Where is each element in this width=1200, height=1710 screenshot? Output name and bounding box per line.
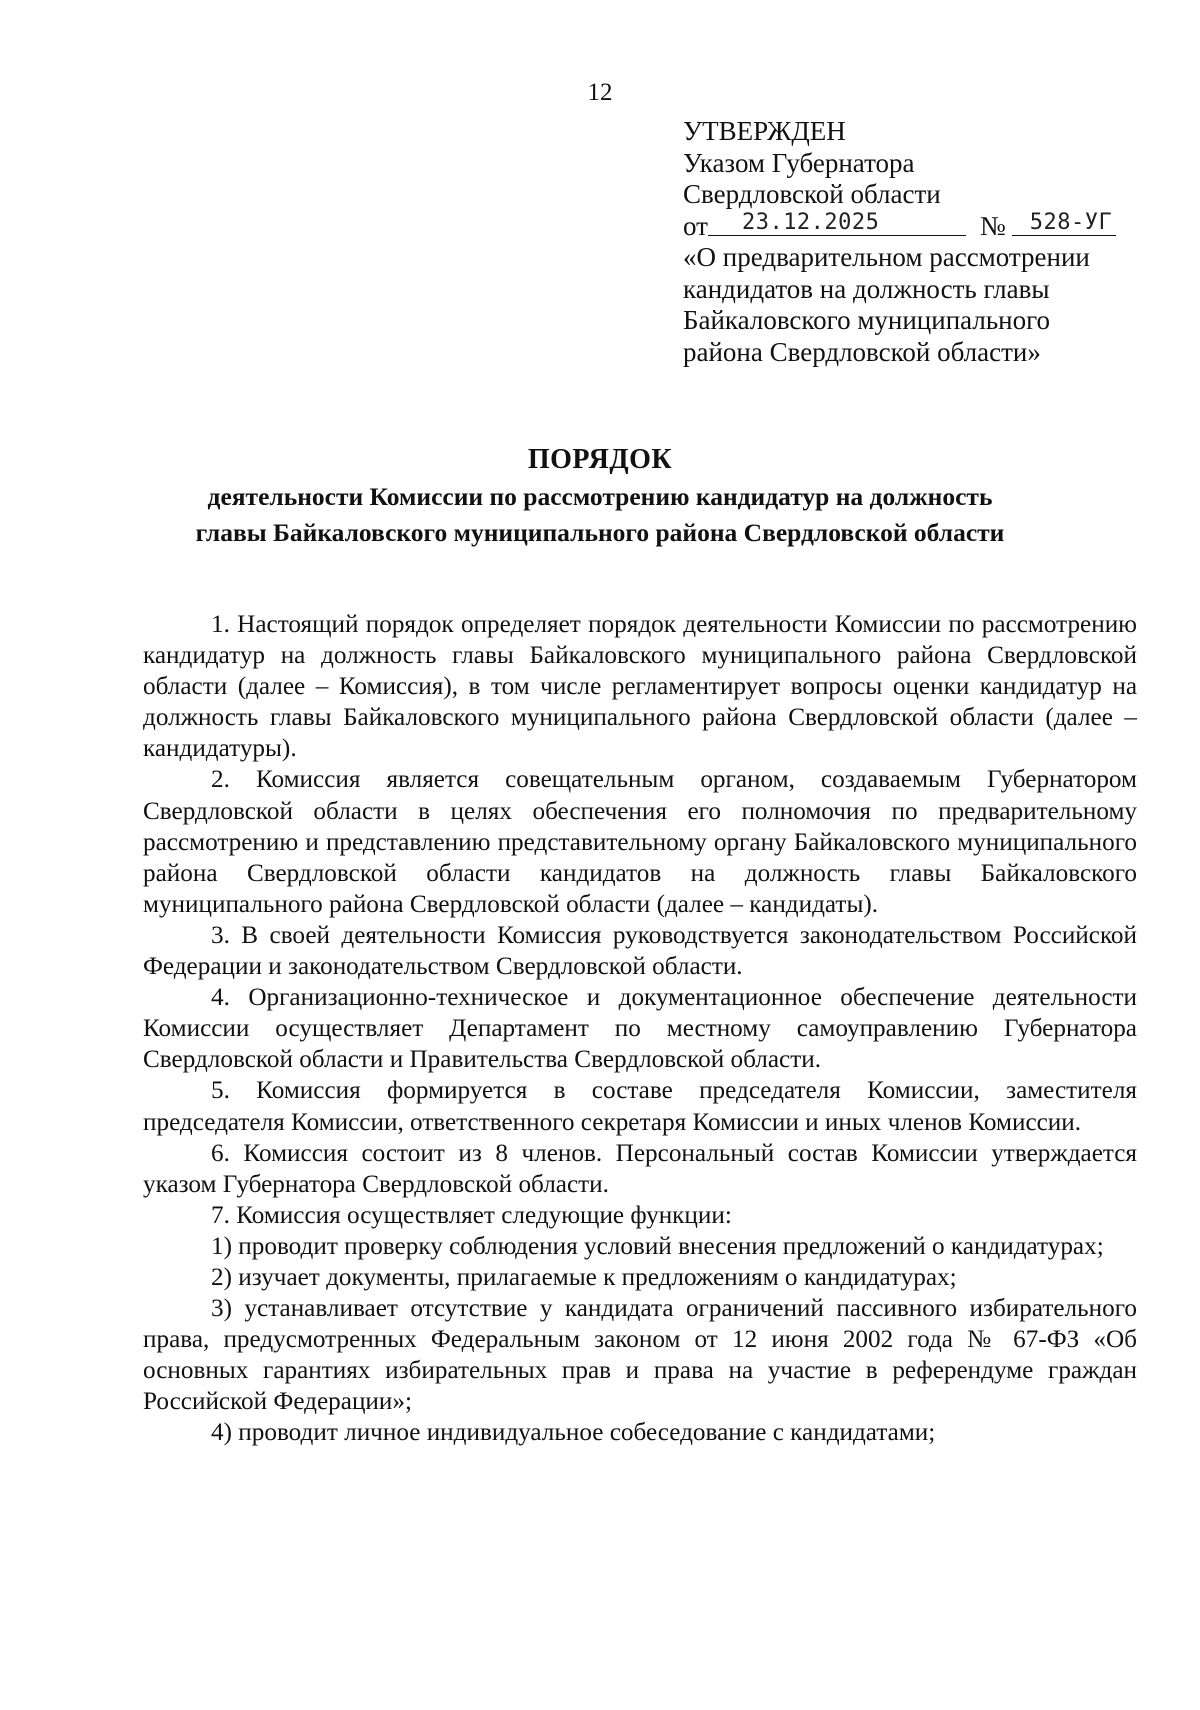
approval-subject-line: района Свердловской области» bbox=[683, 336, 1041, 367]
list-item: 2) изучает документы, прилагаемые к предложениям о кандидатурах; bbox=[211, 1263, 957, 1291]
paragraph: 3. В своей деятельности Комиссия руководствуется законодательством Российской Федерации и законодательством Свердловской области. bbox=[143, 921, 1137, 981]
document-title-block bbox=[120, 442, 1080, 550]
paragraph: 6. Комиссия состоит из 8 членов. Персональный состав Комиссии утверждается указом Губернатора Свердловской области. bbox=[143, 1139, 1137, 1198]
paragraph: 2. Комиссия является совещательным органом, создаваемым Губернатором Свердловской области в целях обеспечения его полномочия по предварительному рассмотрению и представлению представительному органу Байкаловского муниципального района Свердловской области кандидатов на должность главы Байкаловского муниципального района Свердловской области (далее – кандидаты). bbox=[143, 766, 1137, 918]
paragraph: 1. Настоящий порядок определяет порядок деятельности Комиссии по рассмотрению кандидатур на должность главы Байкаловского муниципального района Свердловской области (далее – Комиссия), в том числе регламентирует вопросы оценки кандидатур на должность главы Байкаловского муниципального района Свердловской области (далее – кандидатуры). bbox=[143, 611, 1137, 763]
number-sign: № bbox=[979, 210, 1006, 241]
paragraph: 5. Комиссия формируется в составе председателя Комиссии, заместителя председателя Комиссии, ответственного секретаря Комиссии и иных членов Комиссии. bbox=[143, 1077, 1137, 1136]
approval-subject-line: Байкаловского муниципального bbox=[683, 305, 1051, 335]
approval-decree-line: Указом Губернатора bbox=[683, 147, 915, 178]
approval-subject-line: кандидатов на должность главы bbox=[683, 273, 1050, 304]
decree-date-field: 23.12.2025 bbox=[708, 211, 966, 236]
page-number: 12 bbox=[587, 79, 613, 106]
list-item: 3) устанавливает отсутствие у кандидата ограничений пассивного избирательного права, предусмотренных Федеральным законом от 12 июня 2002 года № 67-ФЗ «Об основных гарантиях избирательных прав и права на участие в референдуме граждан Российской Федерации»; bbox=[143, 1295, 1137, 1416]
date-prefix: от bbox=[683, 210, 708, 241]
approval-region-line: Свердловской области bbox=[683, 179, 941, 209]
list-item: 4) проводит личное индивидуальное собеседование с кандидатами; bbox=[211, 1419, 936, 1447]
document-subtitle-line: главы Байкаловского муниципального района Свердловской области bbox=[195, 518, 1005, 547]
paragraph: 7. Комиссия осуществляет следующие функции: bbox=[211, 1201, 732, 1229]
approval-subject-line: «О предварительном рассмотрении bbox=[683, 242, 1090, 272]
approval-heading: УТВЕРЖДЕН bbox=[683, 116, 846, 146]
document-body bbox=[143, 609, 1137, 1449]
decree-number-field: 528-УГ bbox=[1012, 211, 1116, 236]
document-title: ПОРЯДОК bbox=[527, 444, 673, 475]
paragraph: 4. Организационно-техническое и документационное обеспечение деятельности Комиссии осуществляет Департамент по местному самоуправлению Губернатора Свердловской области и Правительства Свердловской области. bbox=[143, 984, 1137, 1074]
list-item: 1) проводит проверку соблюдения условий внесения предложений о кандидатурах; bbox=[211, 1232, 1104, 1260]
approval-date-number-line bbox=[683, 211, 1163, 243]
approval-stamp-block bbox=[683, 116, 1163, 368]
document-subtitle-line: деятельности Комиссии по рассмотрению кандидатур на должность bbox=[207, 482, 993, 511]
